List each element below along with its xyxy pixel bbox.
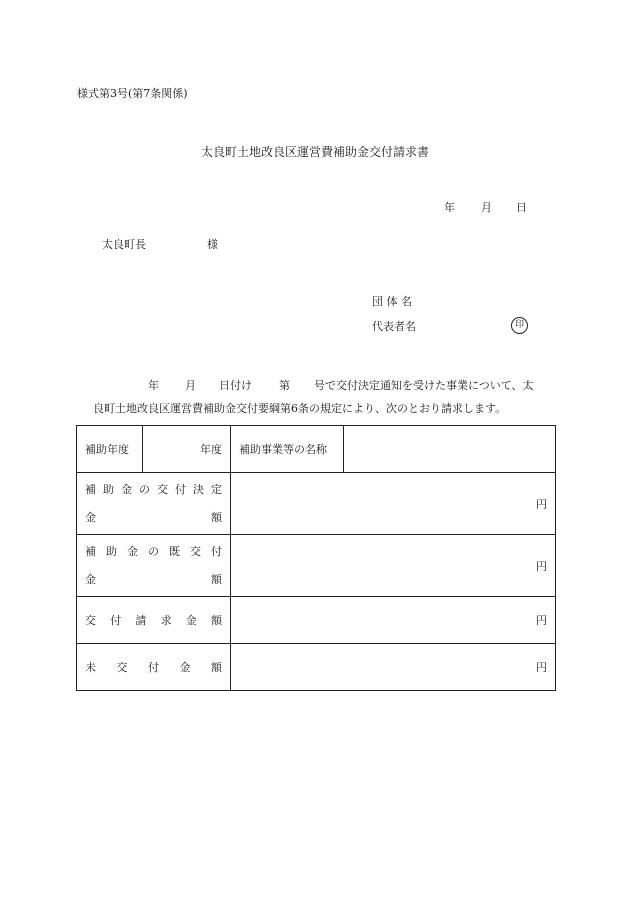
row-label-line1: 補 助 金 の 交 付 決 定 bbox=[85, 482, 222, 496]
date-month-label: 月 bbox=[481, 201, 492, 214]
request-table bbox=[76, 425, 556, 691]
project-name-field[interactable] bbox=[344, 426, 556, 473]
body-year: 年 bbox=[148, 379, 159, 392]
request-amount-label bbox=[77, 597, 231, 644]
body-number-prefix: 第 bbox=[279, 379, 290, 392]
grant-decision-amount-field[interactable]: 円 bbox=[231, 473, 556, 535]
ungranted-amount-field[interactable]: 円 bbox=[231, 644, 556, 691]
row-label-line1: 交 付 請 求 金 額 bbox=[85, 614, 222, 627]
date-day-label: 日 bbox=[516, 201, 527, 214]
organization-name-label: 団 体 名 bbox=[372, 295, 412, 308]
body-text-line1: 号で交付決定通知を受けた事業について、太 bbox=[314, 379, 534, 392]
addressee: 太良町長 bbox=[102, 238, 146, 251]
date-year-label: 年 bbox=[444, 201, 455, 214]
subsidy-year-field[interactable]: 年度 bbox=[143, 426, 231, 473]
row-label-line1: 補 助 金 の 既 交 付 bbox=[85, 544, 222, 558]
grant-decision-amount-label bbox=[77, 473, 231, 535]
document-title: 太良町土地改良区運営費補助金交付請求書 bbox=[200, 145, 429, 159]
body-month: 月 bbox=[185, 379, 196, 392]
ungranted-amount-label bbox=[77, 644, 231, 691]
form-number: 様式第3号(第7条関係) bbox=[77, 87, 188, 100]
subsidy-year-label: 補助年度 bbox=[77, 426, 143, 473]
row-label-line2: 金 額 bbox=[85, 572, 222, 586]
body-text-line2: 良町土地改良区運営費補助金交付要綱第6条の規定により、次のとおり請求します。 bbox=[93, 402, 507, 415]
row-label-line2: 金 額 bbox=[85, 510, 222, 524]
already-granted-amount-field[interactable]: 円 bbox=[231, 535, 556, 597]
request-amount-field[interactable]: 円 bbox=[231, 597, 556, 644]
row-label-line1: 未 交 付 金 額 bbox=[85, 661, 222, 674]
body-day: 日付け bbox=[219, 379, 252, 392]
seal-mark: 印 bbox=[511, 317, 528, 334]
project-name-label: 補助事業等の名称 bbox=[231, 426, 344, 473]
already-granted-amount-label bbox=[77, 535, 231, 597]
representative-name-label: 代表者名 bbox=[372, 320, 416, 333]
honorific: 様 bbox=[207, 238, 218, 251]
